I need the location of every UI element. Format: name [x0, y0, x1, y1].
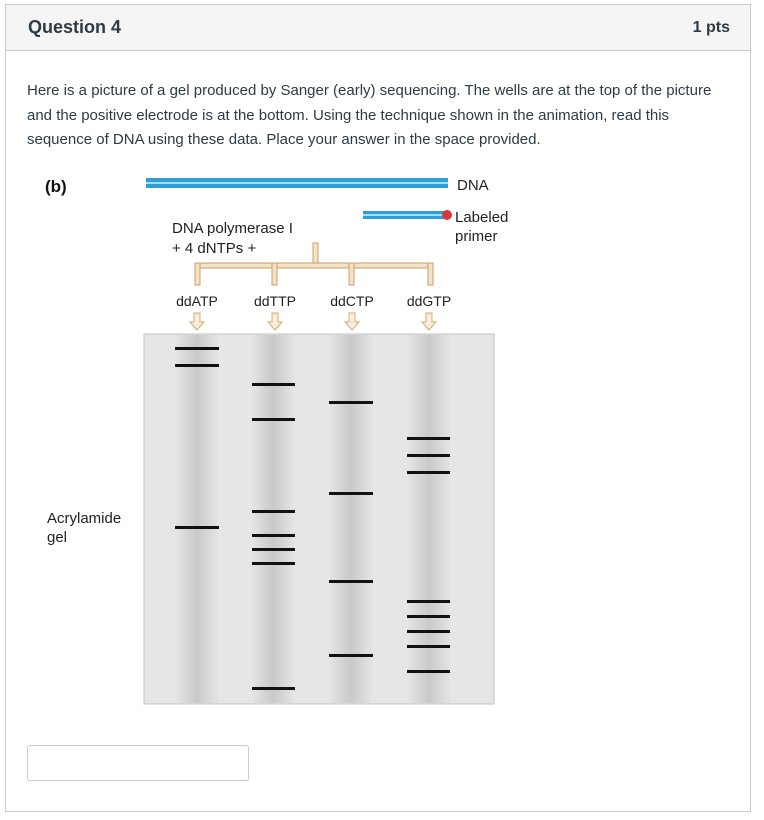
arrow-down-icon [422, 313, 436, 330]
arrow-down-icon [268, 313, 282, 330]
gel-band [252, 510, 295, 513]
question-card [5, 4, 751, 812]
primer-label-line2: primer [455, 228, 498, 245]
gel-band [252, 418, 295, 421]
gel-band [407, 630, 450, 633]
gel-band [329, 654, 373, 657]
gel-band [407, 645, 450, 648]
primer-label-line1: Labeled [455, 209, 509, 226]
gel-band [407, 471, 450, 474]
dna-strand [146, 178, 448, 188]
gel-band [407, 615, 450, 618]
question-header [6, 5, 750, 51]
gel-band [252, 687, 295, 690]
gel-lane-ddatp [176, 335, 218, 703]
polymerase-label-line1: DNA polymerase I [172, 220, 293, 237]
question-points: 1 pts [692, 18, 730, 36]
gel-band [329, 492, 373, 495]
gel-band [175, 364, 219, 367]
lane-label-ddgtp: ddGTP [406, 293, 452, 309]
lane-label-ddctp: ddCTP [330, 293, 374, 309]
panel-label: (b) [45, 177, 67, 196]
dna-label: DNA [457, 177, 489, 194]
gel-band [407, 670, 450, 673]
gel-band [175, 526, 219, 529]
gel-band [175, 347, 219, 350]
labeled-primer [363, 210, 452, 220]
question-title: Question 4 [28, 17, 122, 37]
gel-label-line2: gel [47, 529, 68, 546]
gel-label-line1: Acrylamide [47, 510, 122, 527]
gel-band [252, 534, 295, 537]
question-text: Here is a picture of a gel produced by Sanger (early) sequencing. The wells are at the top of the picture and the positive electrode is at the bottom. Using the technique shown in the animation, read this sequence of DNA using these data. Place your answer in the space provided. [27, 82, 712, 148]
gel-band [407, 454, 450, 457]
lane-label-ddatp: ddATP [176, 293, 218, 309]
sanger-gel-figure [33, 167, 533, 717]
gel-band [252, 383, 295, 386]
gel-band [329, 401, 373, 404]
gel-lane-ddttp [252, 335, 294, 703]
arrow-down-icon [345, 313, 359, 330]
lane-label-ddttp: ddTTP [253, 293, 297, 309]
gel-band [407, 437, 450, 440]
gel-band [252, 548, 295, 551]
gel-band [329, 580, 373, 583]
gel-band [252, 562, 295, 565]
arrow-down-icon [190, 313, 204, 330]
gel-band [407, 600, 450, 603]
polymerase-label-line2: + 4 dNTPs + [172, 240, 257, 257]
gel-lane-ddctp [330, 335, 372, 703]
answer-input[interactable] [27, 745, 249, 781]
